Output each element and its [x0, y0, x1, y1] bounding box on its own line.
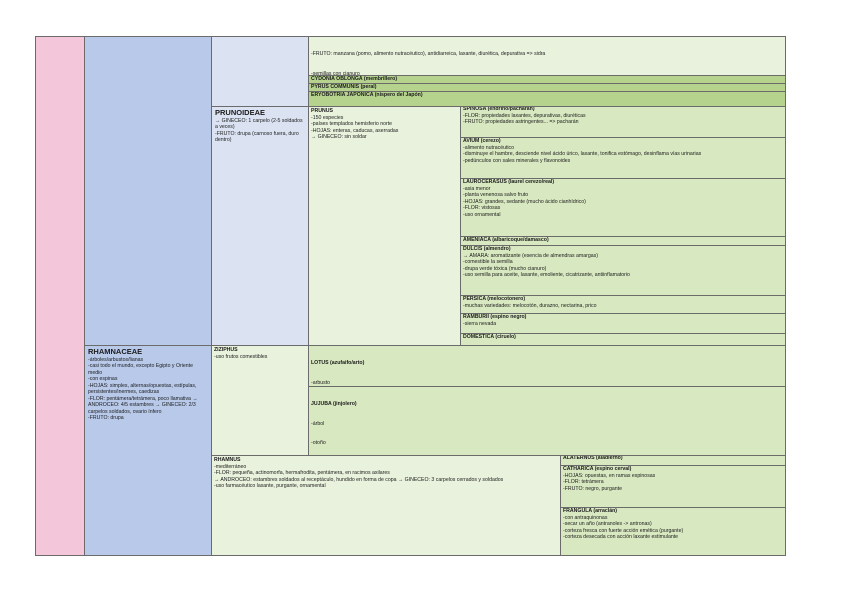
pyrus-label: PYRUS COMMUNIS (peral)	[311, 84, 377, 90]
frangula-note: -corteza fresca con fuerte acción emética (purgante)	[563, 527, 684, 534]
cydonia-label: CYDONIA OBLONGA (membrillero)	[311, 76, 398, 82]
frangula-note: -secar un año (antranoles -> antronas)	[563, 521, 652, 527]
ramburii-title: RAMBURII (espino negro)	[463, 314, 527, 320]
eryobotria-label: ERYOBOTRIA JAPÓNICA (níspero del Japón)	[311, 92, 423, 98]
prunoideae-description: → GINECEO: 1 carpelo (2-5 soldados a veces) -FRUTO: drupa (carnoso fuera, duro dentro)	[215, 117, 303, 143]
malus-note: -FRUTO: manzana (pomo, alimento nutracéutico), antidiarreica, laxante, diurética, depurativa => sidra	[311, 51, 546, 57]
rhamnaceae-description: -árboles/arbustos/lianas -casi todo el mundo, excepto Egipto y Oriente medio -con espinas -HOJAS: simples, alternas/opuestas, estípulas, persistentes/inermes, caedizas -FLOR: pentámera/tetrámera, poco llamativa → ANDROCEO: 4/5 estambres → GINECEO: 2/3 carpelos soldados, ovario ínfero -FRUTO: drupa	[88, 356, 198, 421]
dulcis-note: -uso semilla para aceite, laxante, emoliente, cicatrizante, antiinflamatorio	[463, 272, 630, 278]
jujuba-cell	[308, 386, 786, 456]
laurocerasus-note: -asia menor	[463, 185, 491, 192]
avium-title: AVIUM (cerezo)	[463, 138, 501, 144]
laurocerasus-note: -FLOR: vistosas	[463, 205, 501, 211]
rosaceae-subfamily-cell	[211, 36, 309, 107]
rhamnus-title: RHAMNUS	[214, 457, 241, 463]
rhamnus-species-column	[560, 455, 786, 556]
malus-note: -semillas con cianuro	[311, 70, 360, 76]
laurocerasus-note: -uso ornamental	[463, 211, 501, 218]
dulcis-note: -drupa verde tóxica (mucho cianuro)	[463, 265, 547, 272]
prunus-title: PRUNUS	[311, 108, 333, 114]
persica-note: -muchas variedades: melocotón, durazno, nectarina, prico	[463, 302, 597, 309]
spinosa-title: SPINOSA (endrino/pacharán)	[463, 106, 535, 112]
ziziphus-description: -uso frutos comestibles	[214, 353, 268, 360]
laurocerasus-note: -planta venenosa salvo fruto	[463, 192, 529, 198]
domestica-title: DOMESTICA (ciruelo)	[463, 334, 516, 340]
rhamnus-cell	[211, 455, 561, 556]
laurocerasus-title: LAUROCERASUS (laurel cerezo/real)	[463, 179, 555, 185]
prunus-species-column	[460, 106, 786, 346]
alaternus-title: ALATERNUS (aladierno)	[563, 455, 623, 461]
dulcis-title: DULCIS (almendro)	[463, 246, 511, 252]
lotus-note: -arbusto	[311, 379, 331, 386]
ziziphus-title: ZIZIPHUS	[214, 347, 238, 353]
jujuba-note: -otoño	[311, 440, 326, 446]
spinosa-note: -FLOR: propiedades laxantes, depurativas, diuréticas	[463, 112, 586, 119]
dulcis-note: -comestible la semilla	[463, 259, 513, 265]
rosaceae-family-cell	[84, 36, 212, 346]
avium-note: -pedúnculos con sales minerales y flavonoides	[463, 157, 571, 164]
lotus-cell	[308, 345, 786, 387]
alaternus-row	[561, 455, 785, 465]
eryobotria-row	[308, 91, 786, 107]
spinosa-note: -FRUTO: propiedades astringentes... => pacharán	[463, 119, 579, 125]
ramburii-row	[461, 313, 785, 334]
malus-notes-cell	[308, 36, 786, 76]
ziziphus-cell	[211, 345, 309, 456]
ameniaca-title: AMENIACA (albaricoque/damasco)	[463, 237, 549, 243]
ramburii-note: -sierra nevada	[463, 320, 497, 327]
family-color-column	[35, 36, 85, 556]
frangula-note: -con antraquinonas	[563, 514, 608, 521]
frangula-title: FRANGULA (arraclán)	[563, 508, 617, 514]
jujuba-title: JUJUBA (jinjolero)	[311, 401, 357, 407]
jujuba-note: -árbol	[311, 420, 325, 427]
prunoideae-cell	[211, 106, 309, 346]
dulcis-row	[461, 245, 785, 296]
persica-row	[461, 295, 785, 314]
prunoideae-title: PRUNOIDEAE	[215, 108, 266, 117]
avium-note: -disminuye el hambre, desciende nivel ácido úrico, laxante, tonifica estómago, desinflama vías urinarias	[463, 151, 702, 157]
spinosa-row	[461, 106, 785, 137]
prunus-description: -150 especies -países templados hemisferio norte -HOJAS: enteras, caducas, aserradas → GINECEO: sin soldar	[311, 114, 399, 140]
dulcis-note: → AMARA: aromatizante (esencia de almendras amargas)	[463, 252, 598, 259]
lotus-title: LOTUS (azufaifo/arto)	[311, 360, 365, 366]
catharica-row	[561, 465, 785, 508]
frangula-row	[561, 507, 785, 556]
rhamnaceae-title: RHAMNACEAE	[88, 347, 143, 356]
avium-note: -alimento nutracéutico	[463, 144, 515, 151]
laurocerasus-note: -HOJAS: grandes, sedante (mucho ácido cianhídrico)	[463, 198, 586, 205]
rhamnus-description: -mediterráneo -FLOR: pequeña, actinomorfa, hermafrodita, pentámera, en racimos axilares → ANDROCEO: estambres soldados al receptáculo, hundido en forma de copa → GINECEO: 3 carpelos cerrados y soldados -uso farmacéutico laxante, purgante, ornamental	[214, 463, 504, 489]
catharica-title: CATHARICA (espino cerval)	[563, 466, 632, 472]
prunus-cell	[308, 106, 461, 346]
avium-row	[461, 137, 785, 179]
catharica-note: -FLOR: tetrámera	[563, 479, 604, 485]
laurocerasus-row	[461, 178, 785, 237]
frangula-note: -corteza desecada con acción laxante estimulante	[563, 534, 679, 540]
catharica-note: -HOJAS: opuestas, en ramas espinosas	[563, 472, 656, 479]
rhamnaceae-cell	[84, 345, 212, 556]
catharica-note: -FRUTO: negro, purgante	[563, 485, 623, 492]
persica-title: PERSICA (melocotonero)	[463, 296, 526, 302]
